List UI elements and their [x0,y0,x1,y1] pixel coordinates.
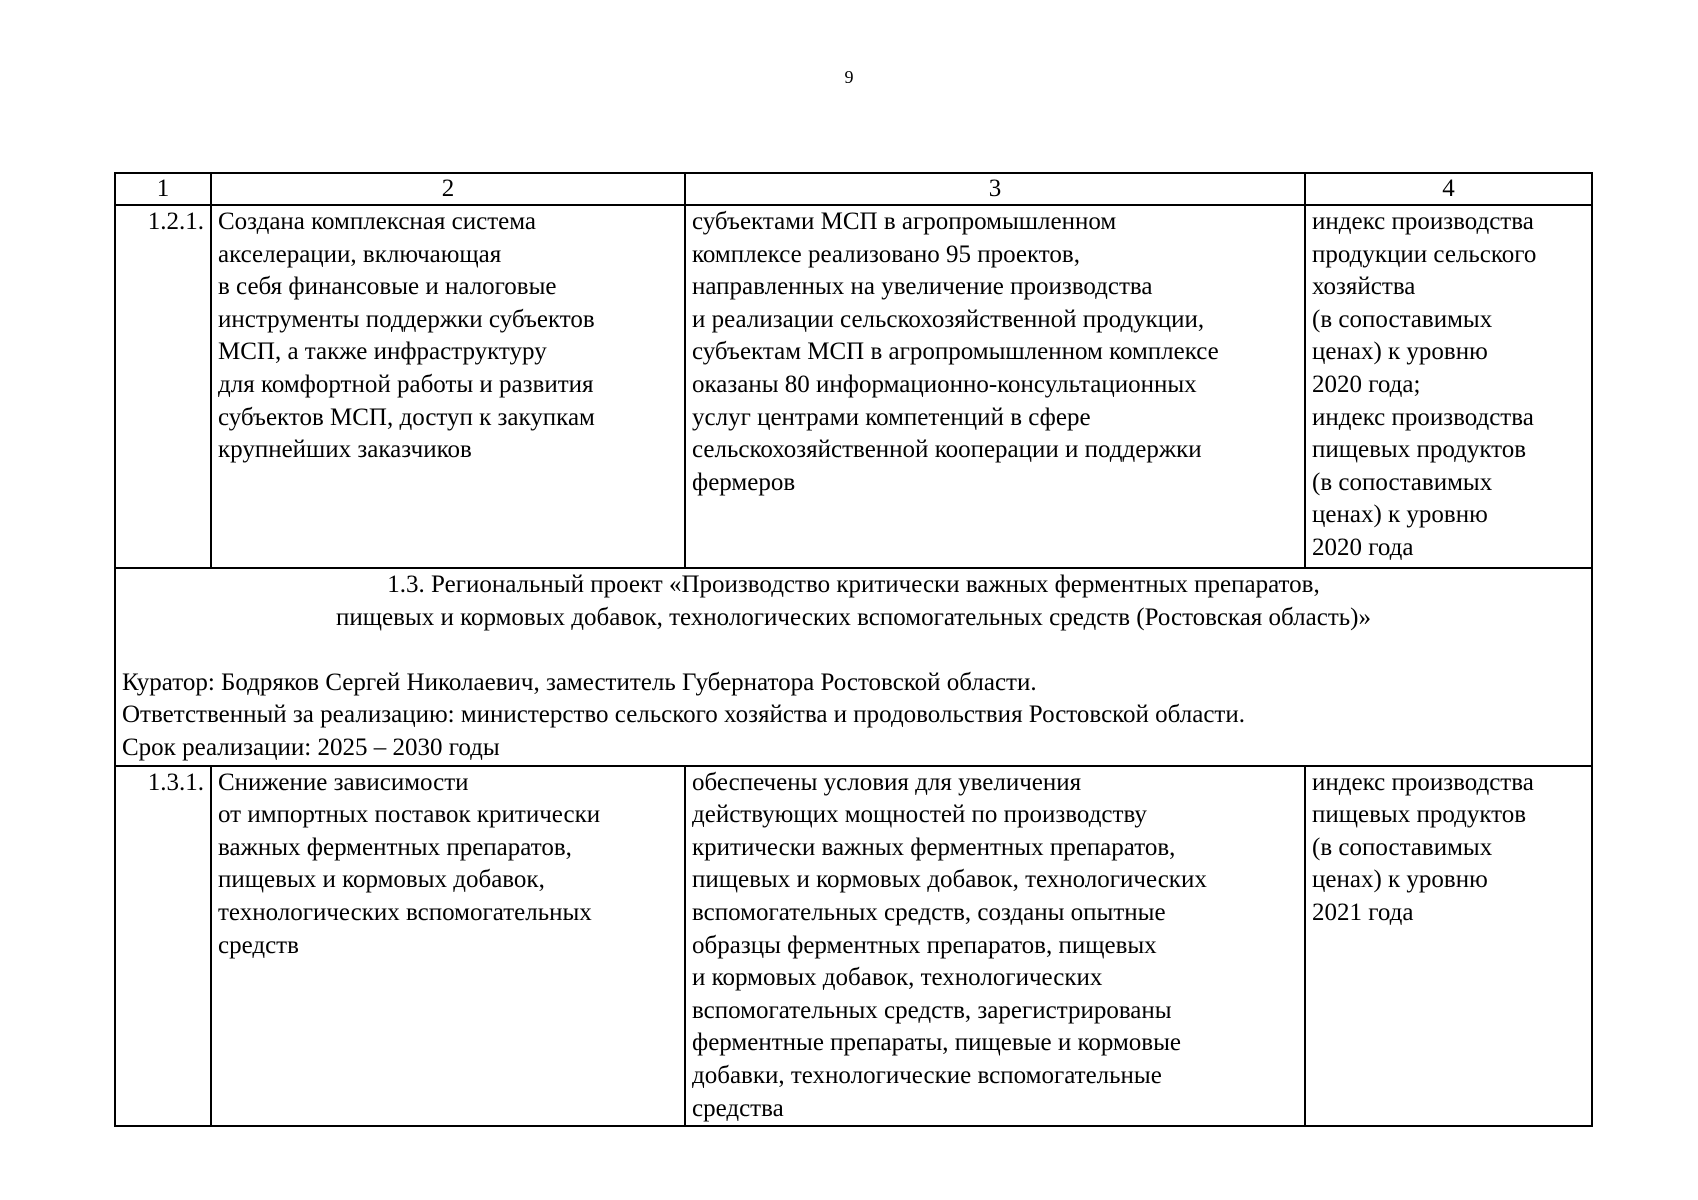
text-line: комплексе реализовано 95 проектов, [692,240,1080,268]
column-header-2: 2 [211,173,685,205]
section-row [115,568,1592,766]
text-line: от импортных поставок критически [218,801,601,829]
text-line: технологических вспомогательных [218,898,592,926]
text-line: субъектам МСП в агропромышленном комплексе [692,338,1219,366]
table-header-row [115,173,1592,205]
task-cell [211,766,685,1127]
text-line: субъектами МСП в агропромышленном [692,208,1117,235]
text-line: фермеров [692,468,796,496]
section-cell [115,568,1592,766]
text-line: вспомогательных средств, зарегистрированы [692,996,1172,1024]
text-line: МСП, а также инфраструктуру [218,338,547,366]
description-cell [685,205,1305,568]
text-line: пищевых и кормовых добавок, технологических [692,866,1207,894]
text-line: обеспечены условия для увеличения [692,768,1082,796]
text-line: пищевых продуктов [1312,436,1527,464]
text-line: для комфортной работы и развития [218,370,594,398]
text-line: пищевых и кормовых добавок, [218,866,545,894]
row-number: 1.3.1. [115,766,211,1127]
text-line: индекс производства [1312,403,1534,431]
text-line: образцы ферментных препаратов, пищевых [692,931,1157,959]
text-line: услуг центрами компетенций в сфере [692,403,1091,431]
text-line: хозяйства [1312,273,1416,301]
row-number: 1.2.1. [115,205,211,568]
text-line: 2020 года [1312,533,1414,561]
text-line: сельскохозяйственной кооперации и поддержки [692,436,1202,464]
text-line: (в сопоставимых [1312,305,1493,333]
text-line: оказаны 80 информационно-консультационных [692,370,1197,398]
text-line: ферментные препараты, пищевые и кормовые [692,1029,1181,1057]
text-line: и кормовых добавок, технологических [692,964,1103,992]
text-line: акселерации, включающая [218,240,502,268]
text-line: направленных на увеличение производства [692,273,1153,301]
text-line: и реализации сельскохозяйственной продукции, [692,305,1205,333]
text-line: крупнейших заказчиков [218,436,472,464]
column-header-4: 4 [1305,173,1592,205]
text-line: (в сопоставимых [1312,833,1493,861]
text-line: добавки, технологические вспомогательные [692,1061,1162,1089]
text-line: ценах) к уровню [1312,338,1488,366]
table-row [115,766,1592,1127]
document-table [114,172,1593,1127]
section-title-line: 1.3. Региональный проект «Производство критически важных ферментных препаратов, [387,571,1320,598]
curator-text: Куратор: Бодряков Сергей Николаевич, заместитель Губернатора Ростовской области. [122,668,1037,696]
text-line: действующих мощностей по производству [692,801,1147,829]
description-cell [685,766,1305,1127]
text-line: Создана комплексная система [218,208,536,235]
text-line: в себя финансовые и налоговые [218,273,557,301]
table-row [115,205,1592,568]
page-number: 9 [844,67,854,87]
period-text: Срок реализации: 2025 – 2030 годы [122,733,500,761]
text-line: ценах) к уровню [1312,866,1488,894]
section-title [122,569,1585,634]
text-line: инструменты поддержки субъектов [218,305,595,333]
indicator-cell [1305,766,1592,1127]
section-info [122,667,1585,765]
text-line: субъектов МСП, доступ к закупкам [218,403,595,431]
text-line: важных ферментных препаратов, [218,833,572,861]
text-line: (в сопоставимых [1312,468,1493,496]
text-line: средств [218,931,299,959]
indicator-cell [1305,205,1592,568]
text-line: вспомогательных средств, созданы опытные [692,898,1166,926]
section-title-line: пищевых и кормовых добавок, технологических вспомогательных средств (Ростовская область)» [336,603,1371,631]
column-header-1: 1 [115,173,211,205]
task-cell [211,205,685,568]
text-line: критически важных ферментных препаратов, [692,833,1176,861]
column-header-3: 3 [685,173,1305,205]
text-line: ценах) к уровню [1312,501,1488,529]
text-line: средства [692,1094,784,1122]
text-line: 2020 года; [1312,370,1421,398]
text-line: индекс производства [1312,768,1534,796]
text-line: пищевых продуктов [1312,801,1527,829]
text-line: продукции сельского [1312,240,1537,268]
text-line: индекс производства [1312,208,1534,235]
text-line: 2021 года [1312,898,1414,926]
responsible-text: Ответственный за реализацию: министерство сельского хозяйства и продовольствия Ростовской области. [122,701,1245,729]
text-line: Снижение зависимости [218,768,469,796]
